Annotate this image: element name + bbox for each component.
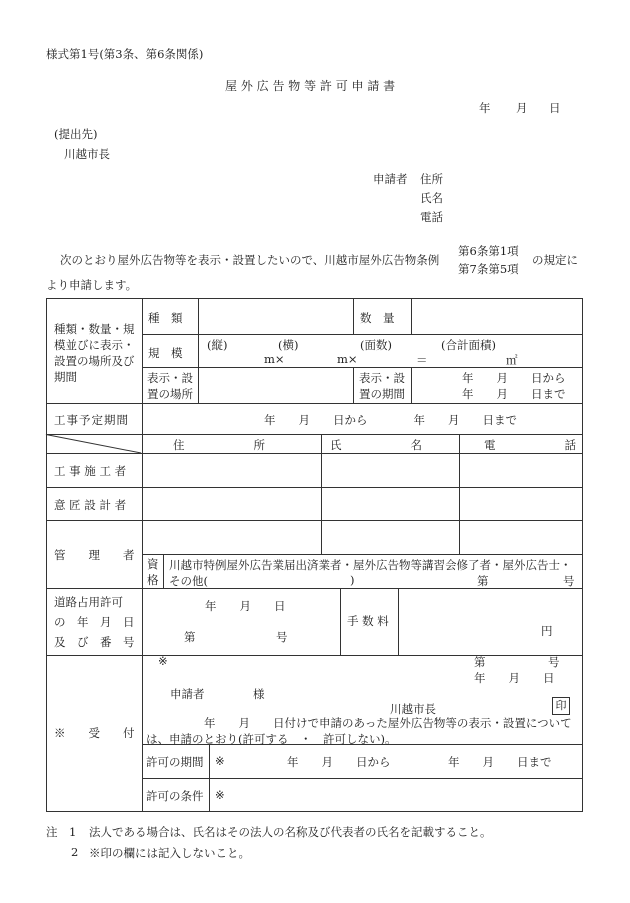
submit-to-recipient: 川越市長 <box>64 147 110 161</box>
kind-input[interactable] <box>200 300 352 333</box>
applicant-address: 住所 <box>420 172 443 186</box>
designer-label: 意 匠 設 計 者 <box>54 498 127 512</box>
scale-unit-m1: m× <box>264 352 285 366</box>
note-1-text: 法人である場合は、氏名はその法人の名称及び代表者の氏名を記載すること。 <box>89 825 492 839</box>
permit-period-label: 許可の期間 <box>146 755 204 769</box>
col-address: 住 所 <box>173 438 265 452</box>
fee-unit: 円 <box>541 624 553 638</box>
fee-label: 手 数 料 <box>347 614 389 628</box>
permit-period-value: 年 月 日から 年 月 日まで <box>287 755 552 769</box>
reception-mayor: 川越市長 <box>390 702 436 716</box>
contractor-address-input[interactable] <box>144 456 320 486</box>
permit-condition-label: 許可の条件 <box>146 789 204 803</box>
contractor-label: 工 事 施 工 者 <box>54 464 127 478</box>
reception-star: ※ <box>158 654 168 668</box>
scale-total: (合計面積) <box>441 338 496 352</box>
date-month: 月 <box>516 101 528 115</box>
road-permit-date: 年 月 日 <box>205 599 286 613</box>
place-label: 表示・設 置の場所 <box>147 371 193 401</box>
qualification-label: 資 格 <box>147 557 159 587</box>
qualification-text-1: 川越市特例屋外広告業届出済業者・屋外広告物等講習会修了者・屋外広告士・ <box>169 558 572 572</box>
qualification-no: 第 <box>477 574 489 588</box>
period-to: 年 月 日まで <box>462 387 566 401</box>
form-title: 屋 外 広 告 物 等 許 可 申 請 書 <box>225 79 396 93</box>
col-name: 氏 名 <box>330 438 422 452</box>
reception-text-2: は、申請のとおり(許可する ・ 許可しない)。 <box>146 732 397 746</box>
note-2-text: ※印の欄には記入しないこと。 <box>89 846 250 860</box>
qualification-go: 号 <box>563 574 575 588</box>
qualification-text-2: その他( <box>169 574 208 588</box>
period-from: 年 月 日から <box>462 371 566 385</box>
scale-faces: (面数) <box>360 338 392 352</box>
scale-vertical: (縦) <box>207 338 228 352</box>
reception-no: 第 <box>474 655 486 669</box>
permit-condition-star: ※ <box>215 788 225 802</box>
construction-period-value: 年 月 日から 年 月 日まで <box>264 413 517 427</box>
intro-clause-2: 第7条第5項 <box>458 262 519 276</box>
reception-label: ※ 受 付 <box>54 726 135 740</box>
note-2-num: 2 <box>71 845 79 859</box>
form-id: 様式第1号(第3条、第6条関係) <box>46 47 204 61</box>
scale-unit-sqm: ㎡ <box>506 353 518 367</box>
road-permit-go: 号 <box>276 630 288 644</box>
quantity-input[interactable] <box>413 300 581 333</box>
section-label: 種類・数量・規 模並びに表示・ 設置の場所及び 期間 <box>54 322 135 384</box>
intro-line-2: より申請します。 <box>46 278 138 292</box>
col-phone: 電 話 <box>484 438 576 452</box>
kind-label: 種 類 <box>148 311 183 325</box>
seal-mark: 印 <box>552 697 570 715</box>
quantity-label: 数 量 <box>360 311 395 325</box>
permit-period-star: ※ <box>215 754 225 768</box>
scale-horizontal: (横) <box>278 338 299 352</box>
period-label: 表示・設 置の期間 <box>359 371 405 401</box>
intro-text: 次のとおり屋外広告物等を表示・設置したいので、川越市屋外広告物条例 <box>60 253 440 267</box>
applicant-label: 申請者 <box>373 172 408 186</box>
construction-period-label: 工事予定期間 <box>54 413 129 427</box>
scale-label: 規 模 <box>148 346 183 360</box>
qualification-text-3: ) <box>350 573 355 587</box>
scale-unit-m2: m× <box>337 352 358 366</box>
submit-to-label: (提出先) <box>54 127 98 141</box>
reception-applicant: 申請者 <box>170 687 205 701</box>
reception-sama: 様 <box>253 687 265 701</box>
designer-address-input[interactable] <box>144 490 320 519</box>
intro-clause-1: 第6条第1項 <box>458 244 519 258</box>
road-permit-no: 第 <box>184 630 196 644</box>
note-1-num: 注 1 <box>46 825 77 839</box>
reception-text-1: 年 月 日付けで申請のあった屋外広告物等の表示・設置について <box>204 716 572 730</box>
manager-label: 管 理 者 <box>54 548 135 562</box>
date-year: 年 <box>479 101 491 115</box>
road-permit-label: 道路占用許可 の 年 月 日 及 び 番 号 <box>54 595 135 649</box>
scale-unit-eq: ＝ <box>416 353 428 367</box>
intro-text-after: の規定に <box>532 253 578 267</box>
date-day: 日 <box>549 101 561 115</box>
applicant-name: 氏名 <box>420 191 443 205</box>
place-input[interactable] <box>200 369 352 402</box>
applicant-phone: 電話 <box>420 210 443 224</box>
reception-go: 号 <box>548 655 560 669</box>
reception-date: 年 月 日 <box>474 671 555 685</box>
